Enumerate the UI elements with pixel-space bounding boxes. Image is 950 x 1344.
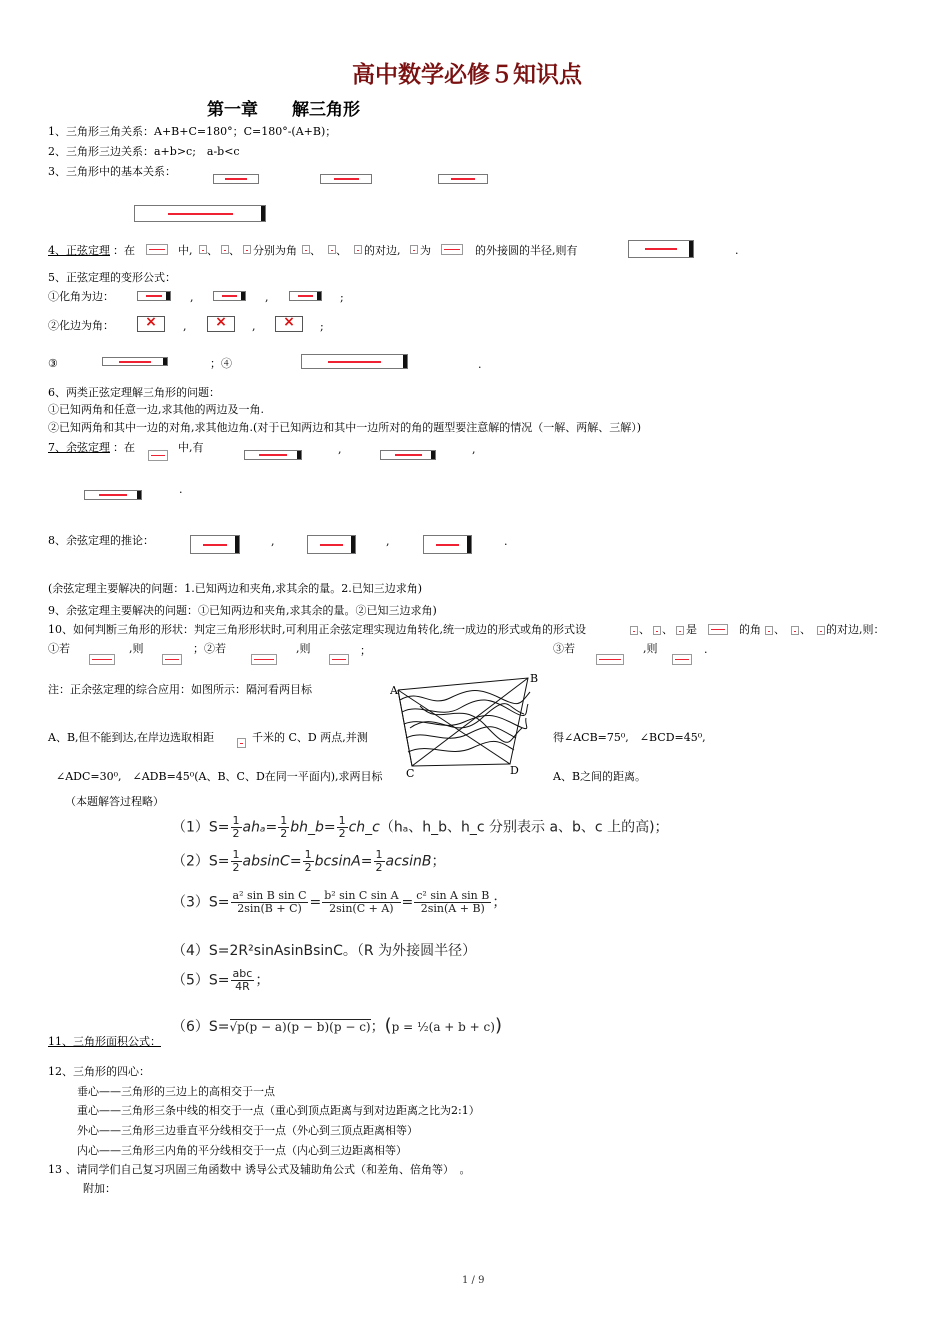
punct: , — [472, 443, 476, 456]
page-title: 高中数学必修５知识点 — [352, 61, 582, 88]
punct: . — [704, 643, 708, 656]
line-4-text: ：在 — [113, 244, 135, 257]
line-5b: ②化边为角： — [48, 319, 114, 332]
area-formula-4: （4）S=2R²sinAsinBsinC。（R 为外接圆半径） — [172, 943, 477, 959]
punct: , — [271, 535, 275, 548]
punct: , — [265, 291, 269, 304]
formula-image — [441, 244, 463, 255]
diagram-label-c: C — [406, 767, 415, 780]
punct: 、 — [336, 244, 347, 257]
area-formula-6: （6）S=√p(p − a)(p − b)(p − c)；(p = ½(a + b + c)) — [172, 1015, 502, 1036]
line-10-text: ,则 — [129, 642, 144, 655]
line-11: 11、三角形面积公式： — [48, 1035, 161, 1048]
formula-image — [137, 291, 171, 301]
formula-image — [380, 450, 436, 460]
note-line-3: 千米的 C、D 两点,并测 — [252, 731, 368, 744]
formula-image — [676, 626, 684, 635]
line-1: 1、三角形三角关系：A+B+C=180°；C=180°-(A+B)； — [48, 125, 337, 138]
punct: . — [504, 535, 508, 548]
line-2: 2、三角形三边关系：a+b>c; a-b<c — [48, 145, 240, 158]
punct: ; — [340, 291, 344, 304]
line-10-text: ；②若 — [193, 642, 226, 655]
river-wave — [400, 691, 530, 704]
formula-image — [630, 626, 638, 635]
formula-image — [438, 174, 488, 184]
formula-image — [243, 245, 251, 254]
line-6a: ①已知两角和任意一边,求其他的两边及一角. — [48, 403, 264, 416]
formula-image — [320, 174, 372, 184]
formula-image — [213, 291, 246, 301]
line-5: 5、正弦定理的变形公式： — [48, 271, 176, 284]
note-line-4: 得∠ACB=75⁰, ∠BCD=45⁰, — [553, 731, 706, 744]
note-line-2: A、B,但不能到达,在岸边选取相距 — [48, 731, 215, 744]
line-5a: ①化角为边： — [48, 290, 114, 303]
formula-image — [190, 535, 240, 554]
line-5d: ；④ — [210, 357, 232, 370]
area-formula-1: （1）S= $\frac{1}{2}$ ahₐ= $\frac{1}{2}$ bh_b= $\frac{1}{2}$ ch_c（hₐ、h_b、h_c 分别表示 a、b、c 上的高)； — [172, 814, 669, 840]
formula-image — [89, 654, 115, 665]
page-number: 1 / 9 — [462, 1275, 485, 1286]
line-9a: (余弦定理主要解决的问题：1.已知两边和夹角,求其余的量。2.已知三边求角) — [48, 582, 423, 595]
punct: 、 — [662, 623, 673, 636]
formula-image — [708, 624, 728, 635]
line-4-label: 4、正弦定理 — [48, 244, 110, 257]
punct: . — [478, 358, 482, 371]
formula-image — [289, 291, 322, 301]
formula-image — [672, 654, 692, 665]
formula-image — [237, 738, 246, 748]
punct: , — [386, 535, 390, 548]
line-4-text: 的外接圆的半径,则有 — [475, 244, 578, 257]
note-line-5: ∠ADC=30⁰, ∠ADB=45⁰(A、B、C、D在同一平面内),求两目标 — [56, 770, 383, 783]
line-9: 9、余弦定理主要解决的问题：①已知两边和夹角,求其余的量。②已知三边求角) — [48, 604, 437, 617]
formula-image — [84, 490, 142, 500]
diagram-label-d: D — [510, 764, 519, 777]
punct: , — [190, 291, 194, 304]
formula-image — [199, 245, 207, 254]
punct: 、 — [774, 623, 785, 636]
punct: 、 — [800, 623, 811, 636]
diagram-label-b: B — [530, 672, 539, 685]
note-line-6: A、B之间的距离。 — [553, 770, 647, 783]
punct: 、 — [639, 623, 650, 636]
area-formula-3: （3）S= $\frac{\text{a² sin B sin C}}{2\sin(B + C)}$ = $\frac{\text{b² sin C sin A}}{2\sin(C + A)}$ = $\frac{\text{c² sin A sin B}}{2\sin(A + B)}$ ； — [172, 889, 507, 915]
punct: 、 — [207, 244, 218, 257]
formula-image — [423, 535, 472, 554]
formula-image — [354, 245, 362, 254]
area-formula-2: （2）S= $\frac{1}{2}$ absinC= $\frac{1}{2}$ bcsinA= $\frac{1}{2}$ acsinB； — [172, 848, 446, 874]
punct: . — [735, 244, 739, 257]
formula-image — [162, 654, 182, 665]
line-6: 6、两类正弦定理解三角形的问题： — [48, 386, 220, 399]
formula-image — [765, 626, 773, 635]
line-3: 3、三角形中的基本关系： — [48, 165, 176, 178]
line-10-text: 的角 — [739, 623, 761, 636]
line-10: 10、如何判断三角形的形状：判定三角形形状时,可利用正余弦定理实现边角转化,统一成边的形式或角的形式设 — [48, 623, 586, 636]
formula-image — [134, 205, 266, 222]
line-10-text: ①若 — [48, 642, 70, 655]
formula-image — [148, 450, 168, 461]
formula-image — [791, 626, 799, 635]
formula-image — [410, 245, 418, 254]
formula-image — [102, 357, 168, 366]
line-10-text: ； — [360, 644, 371, 657]
formula-image — [251, 654, 277, 665]
line-10-text: ,则 — [296, 642, 311, 655]
formula-image — [221, 245, 229, 254]
formula-image — [207, 316, 235, 332]
note-line-1: 注：正余弦定理的综合应用：如图所示：隔河看两目标 — [48, 683, 312, 696]
line-6b: ②已知两角和其中一边的对角,求其他边角.(对于已知两边和其中一边所对的角的题型要注意解的情况（一解、两解、三解）) — [48, 421, 642, 434]
line-4-text: 分别为角 — [253, 244, 297, 257]
diagram-label-a: A — [390, 684, 398, 697]
area-formula-5: （5）S= $\frac{\text{abc}}{4R}$ ； — [172, 967, 270, 993]
line-7-label: 7、余弦定理 — [48, 441, 110, 454]
formula-image — [301, 354, 408, 369]
line-7-text: 中,有 — [178, 441, 204, 454]
note-line-7: （本题解答过程略） — [65, 795, 164, 808]
incenter-line: 内心——三角形三内角的平分线相交于一点（内心到三边距离相等） — [77, 1144, 407, 1157]
line-7-text: ：在 — [113, 441, 135, 454]
punct: . — [179, 483, 183, 496]
punct: , — [183, 320, 187, 333]
punct: , — [338, 443, 342, 456]
line-13: 13 、请同学们自己复习巩固三角函数中 诱导公式及辅助角公式（和差角、倍角等） 。 — [48, 1163, 471, 1176]
line-10-text: 是 — [686, 623, 697, 636]
formula-image — [628, 240, 694, 258]
formula-image — [275, 316, 303, 332]
formula-image — [596, 654, 624, 665]
punct: 、 — [229, 244, 240, 257]
diagonal-ac — [398, 690, 412, 766]
line-4-text: 中, — [178, 244, 193, 257]
formula-image — [146, 244, 168, 255]
line-10-text: 的对边,则： — [826, 623, 885, 636]
line-10-text: ③若 — [553, 642, 575, 655]
formula-image — [329, 654, 349, 665]
line-4-text: 为 — [420, 244, 431, 257]
punct: 、 — [310, 244, 321, 257]
river-wave — [408, 741, 514, 752]
centroid-line: 重心——三角形三条中线的相交于一点（重心到顶点距离与到对边距离之比为2:1） — [77, 1104, 480, 1117]
formula-image — [817, 626, 825, 635]
punct: , — [252, 320, 256, 333]
chapter-heading: 第一章 解三角形 — [207, 100, 360, 120]
circumcenter-line: 外心——三角形三边垂直平分线相交于一点（外心到三顶点距离相等） — [77, 1124, 418, 1137]
formula-image — [307, 535, 356, 554]
formula-image — [244, 450, 302, 460]
punct: ; — [320, 320, 324, 333]
orthocenter-line: 垂心——三角形的三边上的高相交于一点 — [77, 1085, 275, 1098]
formula-image — [653, 626, 661, 635]
line-14: 附加： — [83, 1182, 116, 1195]
formula-image — [302, 245, 310, 254]
line-12: 12、三角形的四心： — [48, 1065, 150, 1078]
formula-image — [328, 245, 336, 254]
line-10-text: ,则 — [643, 642, 658, 655]
line-5c: ③ — [48, 357, 58, 370]
formula-image — [137, 316, 165, 332]
formula-image — [213, 174, 259, 184]
line-4-text: 的对边, — [364, 244, 401, 257]
line-8: 8、余弦定理的推论： — [48, 534, 154, 547]
river-diagram — [390, 668, 540, 780]
